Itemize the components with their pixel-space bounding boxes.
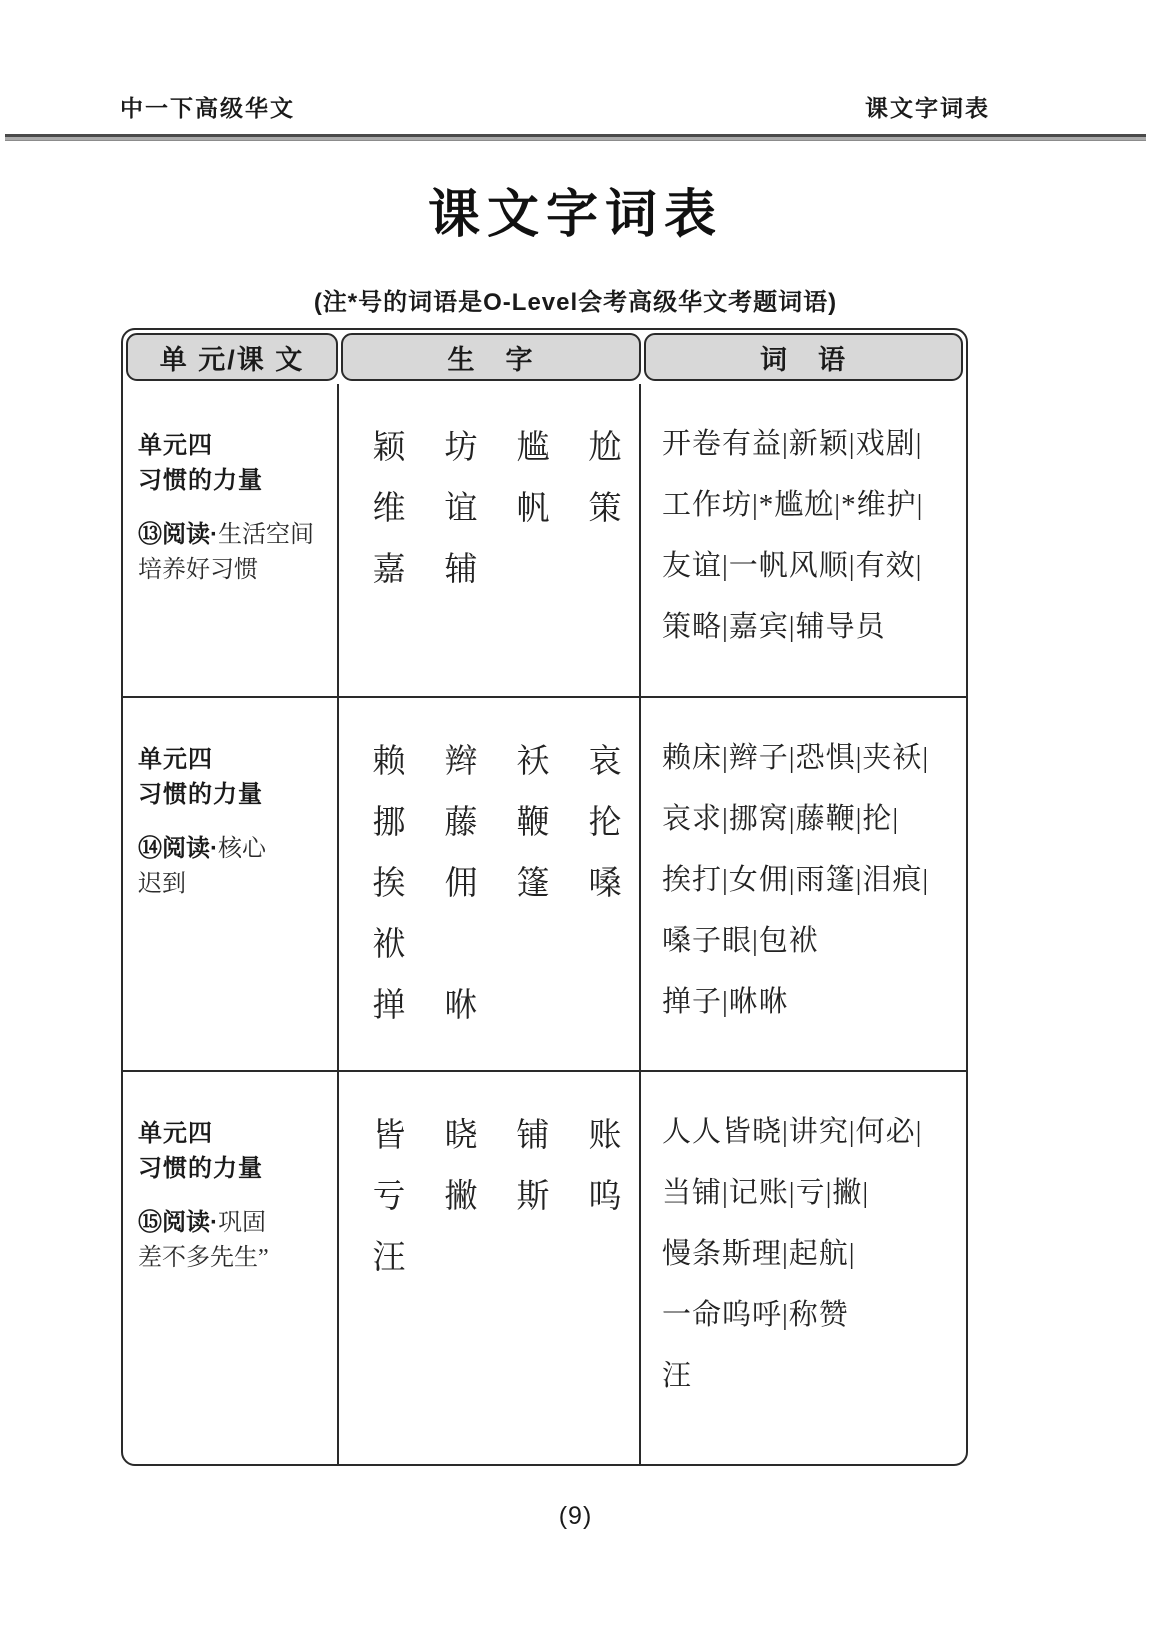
unit-theme: 习惯的力量 [138,1155,263,1182]
new-character: 哀 [588,744,622,780]
lesson-title: 巩固 [218,1210,266,1236]
char-line [353,911,639,972]
new-characters-cell [339,384,641,696]
word-line: 汪 [662,1360,693,1392]
lesson-number: ⑮阅读· [138,1209,218,1236]
lesson-line [138,1205,329,1241]
unit-cell [123,698,339,1070]
char-line [353,475,639,536]
new-character: 维 [372,491,406,527]
new-character: 嘉 [372,552,406,588]
new-character: 篷 [516,866,550,902]
new-character: 坊 [444,430,478,466]
new-character: 佣 [444,866,478,902]
unit-theme: 习惯的力量 [138,781,263,808]
char-line [353,414,639,475]
new-character: 帆 [516,491,550,527]
word-line: 策略|嘉宾|辅导员 [662,611,886,643]
word-line: 工作坊|*尴尬|*维护| [662,489,924,521]
new-character: 呜 [588,1179,622,1215]
table-header-row [123,330,966,384]
new-character: 账 [588,1118,622,1154]
lesson-title-continued: 培养好习惯 [138,557,258,583]
page-title: 课文字词表 [427,186,723,244]
new-character: 袱 [372,927,406,963]
unit-cell [123,1072,339,1464]
column-header-words: 词 语 [644,333,963,381]
new-character: 掸 [372,988,406,1024]
new-character: 颖 [372,430,406,466]
lesson-line [138,517,329,553]
word-line: 开卷有益|新颖|戏剧| [662,428,923,460]
new-character: 藤 [444,805,478,841]
unit-name: 单元四 [138,746,213,773]
lesson-number: ⑬阅读· [138,521,218,548]
word-line: 赖床|辫子|恐惧|夹袄| [662,742,930,774]
new-character: 鞭 [516,805,550,841]
new-character: 皆 [372,1118,406,1154]
new-characters-cell [339,1072,641,1464]
header-left-title: 中一下高级华文 [120,95,295,121]
new-character: 辅 [444,552,478,588]
new-character: 嗓 [588,866,622,902]
page-number: (9) [558,1502,593,1530]
unit-name: 单元四 [138,1120,213,1147]
word-line: 掸子|咻咻 [662,986,789,1018]
header-right-title: 课文字词表 [865,95,990,121]
column-header-new-characters: 生 字 [341,333,641,381]
table-row [123,1070,966,1464]
lesson-title-continued: 迟到 [138,871,186,897]
new-character: 斯 [516,1179,550,1215]
new-character: 袄 [516,744,550,780]
new-character: 亏 [372,1179,406,1215]
char-line [353,728,639,789]
new-character: 赖 [372,744,406,780]
new-character: 铺 [516,1118,550,1154]
char-line [353,850,639,911]
table-row [123,696,966,1070]
char-line [353,1224,639,1285]
new-character: 汪 [372,1240,406,1276]
lesson-title: 核心 [218,836,266,862]
words-cell [641,384,966,696]
table-row [123,384,966,696]
char-line [353,789,639,850]
unit-theme: 习惯的力量 [138,467,263,494]
char-line [353,972,639,1033]
word-line: 哀求|挪窝|藤鞭|抡| [662,803,900,835]
word-line: 当铺|记账|亏|撇| [662,1177,870,1209]
new-character: 咻 [444,988,478,1024]
lesson-number: ⑭阅读· [138,835,218,862]
char-line [353,1163,639,1224]
unit-name: 单元四 [138,432,213,459]
lesson-title-continued: 差不多先生” [138,1245,269,1271]
words-cell [641,698,966,1070]
char-line [353,536,639,597]
new-characters-cell [339,698,641,1070]
lesson-line [138,831,329,867]
unit-cell [123,384,339,696]
new-character: 挨 [372,866,406,902]
word-line: 挨打|女佣|雨篷|泪痕| [662,864,930,896]
new-character: 晓 [444,1118,478,1154]
word-line: 慢条斯理|起航| [662,1238,856,1270]
words-cell [641,1072,966,1464]
new-character: 策 [588,491,622,527]
char-line [353,1102,639,1163]
column-header-unit: 单 元/课 文 [126,333,338,381]
vocab-table [121,328,968,1466]
new-character: 尴 [516,430,550,466]
new-character: 谊 [444,491,478,527]
new-character: 挪 [372,805,406,841]
new-character: 辫 [444,744,478,780]
olevel-note: (注*号的词语是O-Level会考高级华文考题词语) [313,289,838,316]
word-line: 一命呜呼|称赞 [662,1299,849,1331]
new-character: 撇 [444,1179,478,1215]
word-line: 友谊|一帆风顺|有效| [662,550,923,582]
new-character: 抡 [588,805,622,841]
new-character: 尬 [588,430,622,466]
word-line: 人人皆晓|讲究|何必| [662,1116,923,1148]
word-line: 嗓子眼|包袱 [662,925,819,957]
header-divider-rule [5,134,1146,141]
lesson-title: 生活空间 [218,522,314,548]
